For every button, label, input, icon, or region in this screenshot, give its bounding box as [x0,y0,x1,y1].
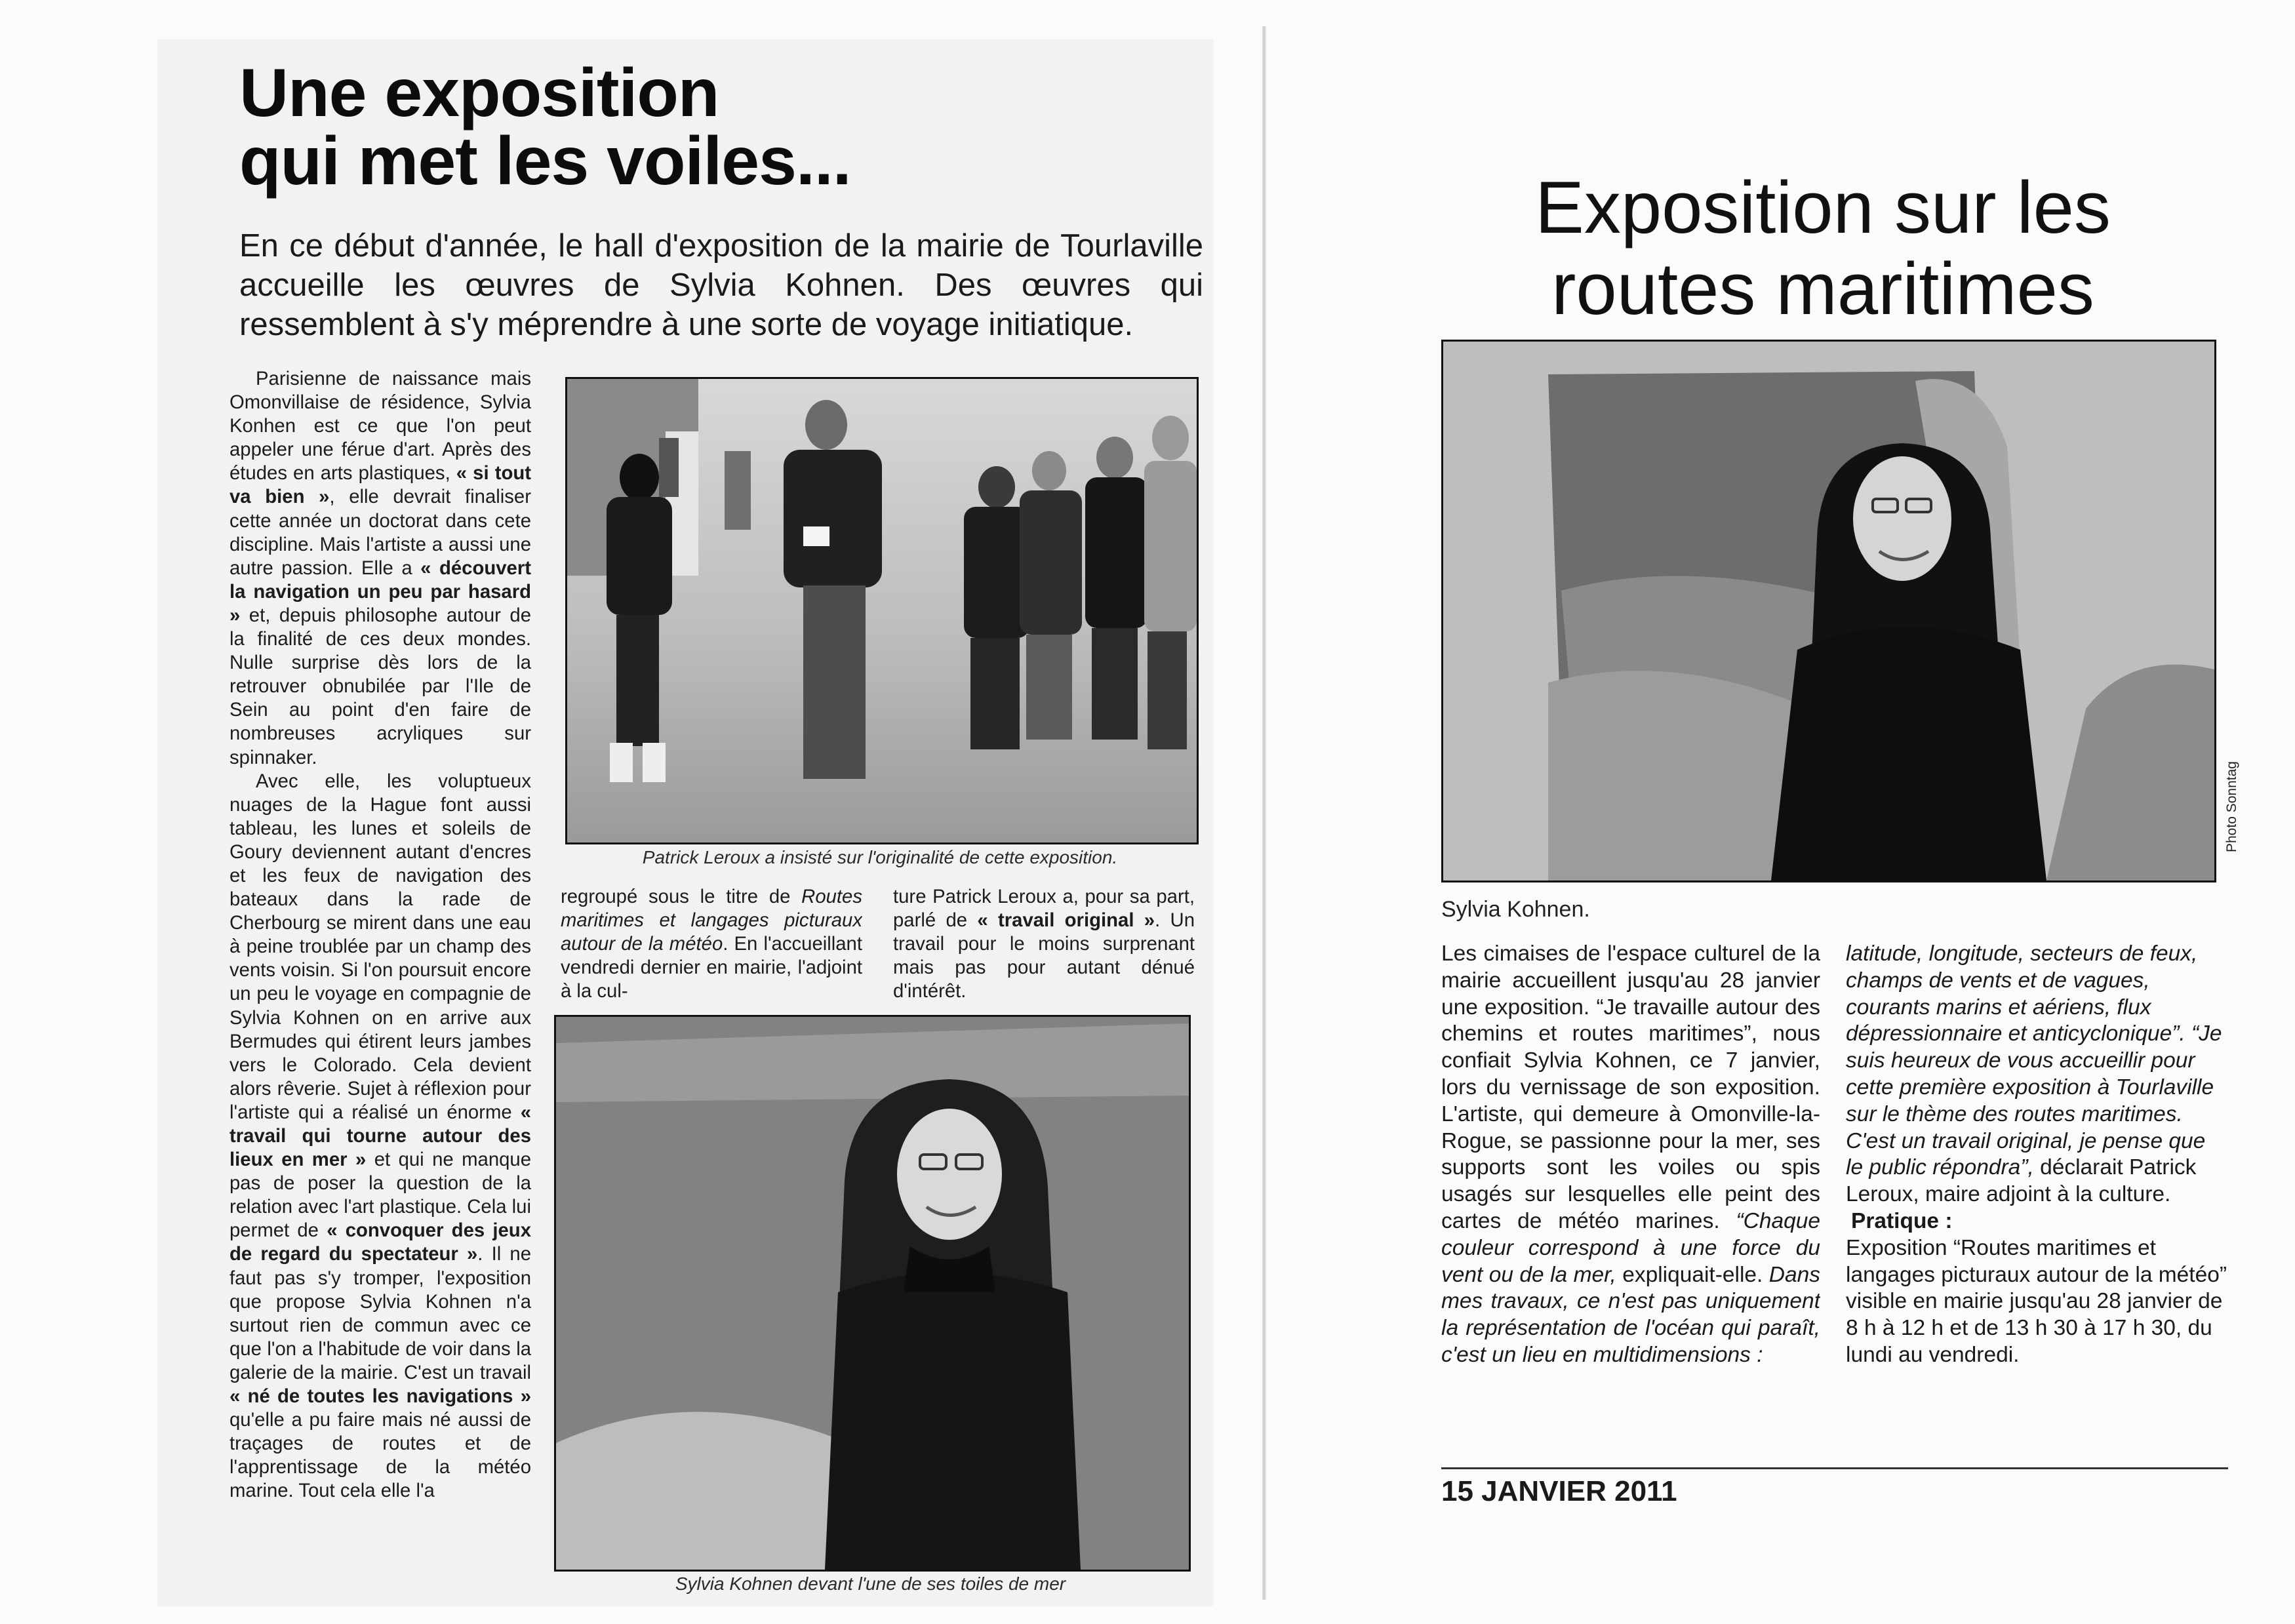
left-article-column-3 [893,885,1195,1010]
italic-text: “Chaque couleur correspond à une force du vent ou de la mer, [1441,1208,1820,1287]
photo-artist-left [554,1015,1191,1572]
caption-group-photo: Patrick Leroux a insisté sur l'originalité de cette exposition. [642,847,1118,867]
left-article-column-2 [561,885,862,1010]
title-line-1: Exposition sur les [1535,167,2111,248]
pratique-label: Pratique : [1851,1208,1953,1233]
text-run: qu'elle a pu faire mais né aussi de traçages de routes et de l'apprentissage de la météo marine. Tout cela elle l'a [230,1409,531,1502]
title-line-1: Une exposition [239,55,719,131]
text-run: expliquait-elle. [1616,1262,1769,1287]
left-article-lead: En ce début d'année, le hall d'exposition de la mairie de Tourlaville accueille les œuvres de Sylvia Kohnen. Des œuvres qui ressemblent à s'y méprendre à une sorte de voyage initiatique. [239,228,1203,342]
right-article-title [1469,167,2177,330]
left-article-title [239,55,1092,199]
paragraph-2 [230,770,531,1503]
bold-quote: « travail original » [977,909,1155,932]
pratique-text: Exposition “Routes maritimes et langages picturaux autour de la météo” visible en mairie jusqu'au 28 janvier de 8 h à 12 h et de 13 h 30 à 17 h 30, du lundi au vendredi. [1846,1235,2227,1367]
italic-text: Routes maritimes et langages picturaux autour de la météo [561,886,862,955]
paragraph-1 [230,367,531,770]
right-article-column-1 [1441,941,1820,1419]
bold-quote: « né de toutes les navigations » [230,1385,531,1408]
italic-text: latitude, longitude, secteurs de feux, champs de vents et de vagues, courants marins et aériens, flux dépressionnaire et anticyclonique”. “Je suis heureux de vous accueillir pour cette première exposition à Tourlaville sur le thème des routes maritimes. C'est un travail original, je pense que le public répondra”, [1846,941,2222,1180]
quote-paragraph [1846,941,2227,1208]
bold-quote: « travail qui tourne autour des lieux en mer » [230,1101,531,1171]
italic-text: Dans mes travaux, ce n'est pas uniquement la représentation de l'océan qui paraît, c'est un lieu en multidimensions : [1441,1262,1820,1367]
text-run: . En l'accueillant vendredi dernier en mairie, l'adjoint à la cul- [561,933,862,1002]
footer-rule [1441,1467,2228,1469]
text-run: . Un travail pour le moins surprenant mais pas pour autant dénué d'intérêt. [893,909,1195,1002]
caption-artist-left: Sylvia Kohnen devant l'une de ses toiles de mer [675,1574,1066,1594]
text-run: Avec elle, les voluptueux nuages de la Hague font aussi tableau, les lunes et soleils de Goury deviennent autant d'encres et les feux de navigation des bateaux dans la rade de Cherbourg se mirent dans une eau à peine troublée par un champ des vents voisin. Si l'on poursuit encore un peu le voyage en compagnie de Sylvia Kohnen on en arrive aux Bermudes qui étirent leurs jambes vers le Colorado. Cela devient alors rêverie. Sujet à réflexion pour l'artiste qui a réalisé un énorme [230,770,531,1123]
text-run: Parisienne de naissance mais Omonvillaise de résidence, Sylvia Konhen est ce que l'on peut appeler une férue d'art. Après des études en arts plastiques, [230,368,531,485]
title-line-2: qui met les voiles... [239,123,851,199]
text-run: et, depuis philosophe autour de la finalité de ces deux mondes. Nulle surprise dès lors de la retrouver obnubilée par l'Ile de Sein au point d'en faire de nombreuses acryliques sur spinnaker. [230,604,531,768]
bold-quote: « découvert la navigation un peu par hasard » [230,557,531,626]
page-fold [1262,26,1266,1600]
text-run: , elle devrait finaliser cette année un doctorat dans cete discipline. Mais l'artiste a aussi une autre passion. Elle a [230,486,531,579]
text-run: ture Patrick Leroux a, pour sa part, parlé de [893,886,1195,932]
photo-artist-right [1441,340,2216,882]
left-article-column-1 [230,367,531,1600]
text-run: Les cimaises de l'espace culturel de la mairie accueillent jusqu'au 28 janvier une exposition. “Je travaille autour des chemins et routes maritimes”, nous confiait Sylvia Kohnen, ce 7 janvier, lors du vernissage de son exposition. L'artiste, qui demeure à Omonville-la-Rogue, se passionne pour la mer, ses supports sont les voiles ou spis usagés sur lesquelles elle peint des cartes de météo marines. [1441,941,1820,1233]
right-article-column-2 [1846,941,2227,1426]
bold-quote: « convoquer des jeux de regard du spectateur » [230,1219,531,1265]
text-run: et qui ne manque pas de poser la question de la relation avec l'art plastique. Cela lui permet de [230,1149,531,1242]
text-run: . Il ne faut pas s'y tromper, l'exposition que propose Sylvia Kohnen n'a surtout rien de commun avec ce que l'on a l'habitude de voir dans la galerie de la mairie. C'est un travail [230,1243,531,1383]
bold-quote: « si tout va bien » [230,462,531,508]
title-line-2: routes maritimes [1551,248,2094,330]
text-run: regroupé sous le titre de [561,886,802,907]
publication-date: 15 JANVIER 2011 [1441,1475,1677,1507]
caption-right: Sylvia Kohnen. [1441,897,1590,922]
text-run: déclarait Patrick Leroux, maire adjoint à la culture. [1846,1155,2197,1207]
photo-group [565,377,1199,844]
photo-credit: Photo Sonntag [2224,761,2239,852]
